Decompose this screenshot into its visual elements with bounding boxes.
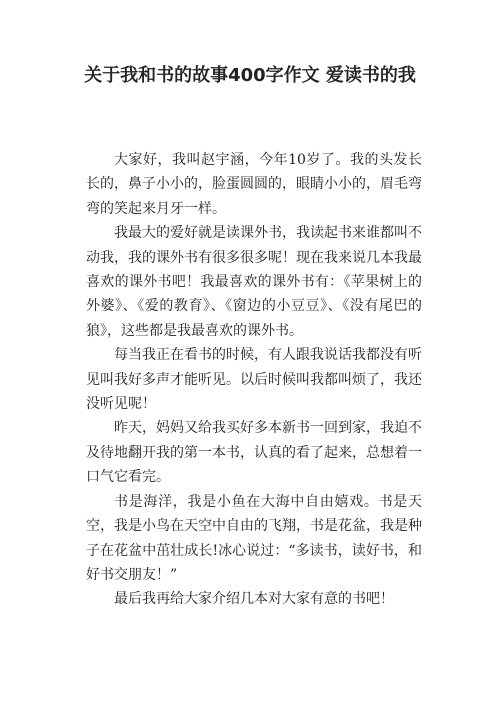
article-title: 关于我和书的故事400字作文 爱读书的我: [84, 65, 416, 86]
article-body: [86, 148, 422, 612]
paragraph-closing: 最后我再给大家介绍几本对大家有意的书吧！: [114, 591, 394, 608]
paragraph-reading-focus: 每当我正在看书的时候，有人跟我说话我都没有听见叫我好多声才能听见。以后时候叫我都叫烦了，我还没听见呢！: [86, 347, 422, 413]
paragraph-hobby: 我最大的爱好就是读课外书，我读起书来谁都叫不动我，我的课外书有很多很多呢！现在我来说几本我最喜欢的课外书吧！我最喜欢的课外书有：《苹果树上的外婆》、《爱的教育》、《窗边的小豆豆》、《没有尾巴的狼》，这些都是我最喜欢的课外书。: [86, 225, 422, 339]
paragraph-new-books: 昨天，妈妈又给我买好多本新书一回到家，我迫不及待地翻开我的第一本书，认真的看了起来，总想着一口气它看完。: [86, 420, 422, 486]
paragraph-intro: 大家好，我叫赵宇涵，今年10岁了。我的头发长长的，鼻子小小的，脸蛋圆圆的，眼睛小小的，眉毛弯弯的笑起来月牙一样。: [86, 152, 422, 217]
paragraph-book-metaphor: 书是海洋，我是小鱼在大海中自由嬉戏。书是天空，我是小鸟在天空中自由的飞翔，书是花盆，我是种子在花盆中茁壮成长!冰心说过：“多读书，读好书，和好书交朋友！”: [86, 493, 422, 583]
